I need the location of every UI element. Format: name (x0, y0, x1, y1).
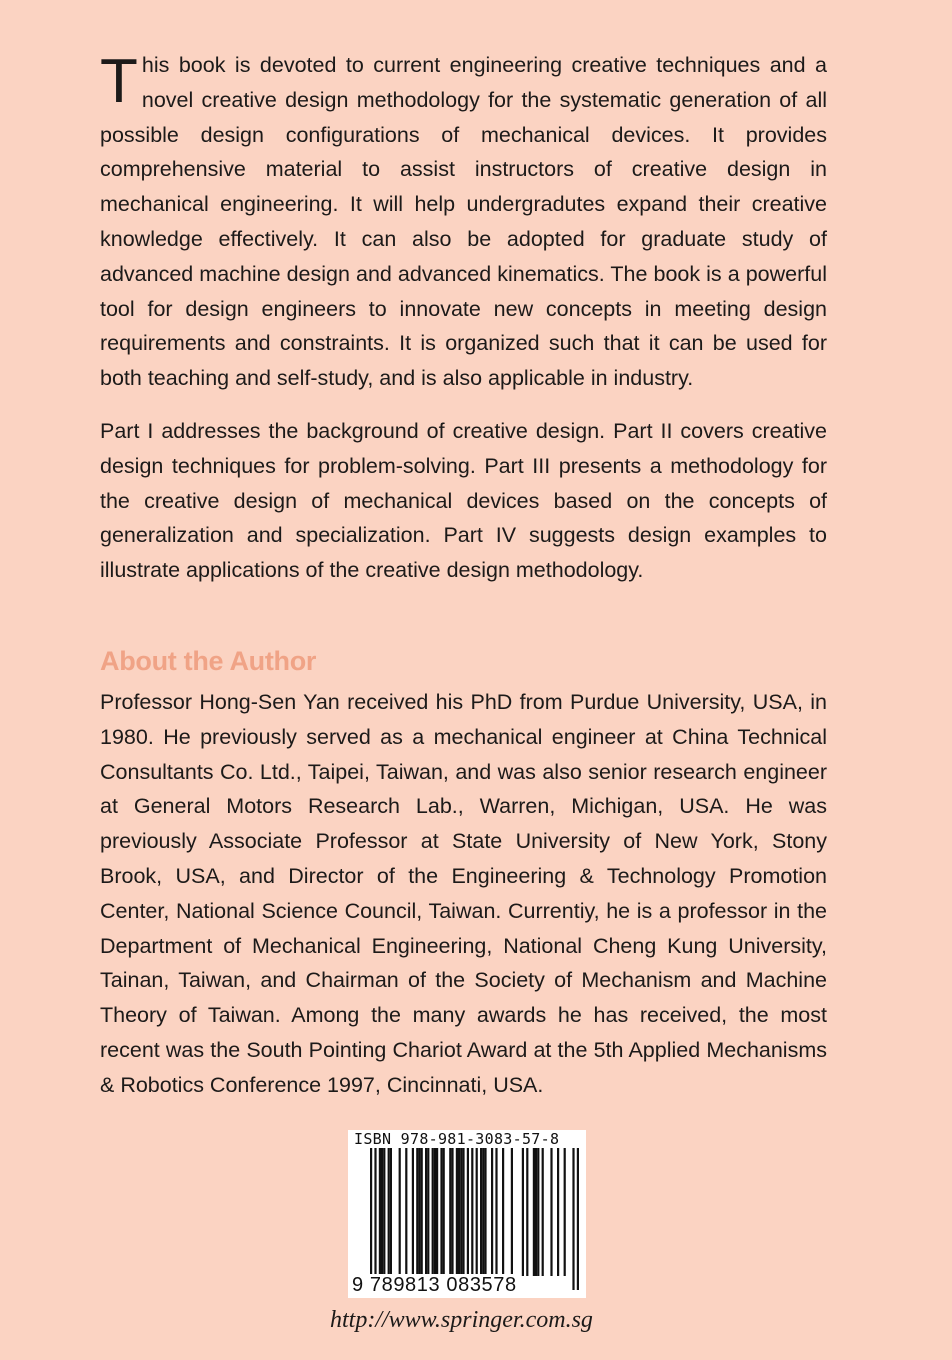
barcode-bar (537, 1148, 539, 1276)
barcode-bar (491, 1148, 493, 1276)
barcode-bar (381, 1148, 383, 1276)
intro-text: his book is devoted to current engineering creative techniques and a novel creative design methodology for the systematic generation of all possible design configurations of mechanical devices. It provides comprehensive material to assist instructors of creative design in mechanical engineering. It will help undergradutes expand their creative knowledge effectively. It can also be adopted for graduate study of advanced machine design and advanced kinematics. The book is a powerful tool for design engineers to innovate new concepts in meeting design requirements and constraints. It is organized such that it can be used for both teaching and self-study, and is also applicable in industry. (100, 53, 827, 391)
barcode-bar (418, 1148, 420, 1276)
barcode-bar (449, 1148, 451, 1276)
barcode-bar (484, 1148, 486, 1276)
barcode-bar (577, 1148, 579, 1290)
barcode-bar (482, 1148, 484, 1276)
barcode-bar (460, 1148, 462, 1276)
barcode-bar (533, 1148, 535, 1276)
barcode-number: 9 789813 083578 (352, 1274, 517, 1296)
barcode-bar (511, 1148, 513, 1276)
barcode-bar (564, 1148, 566, 1276)
isbn-barcode (348, 1130, 586, 1298)
barcode-bar (421, 1148, 423, 1276)
barcode-bar (522, 1148, 524, 1276)
barcode-bar (542, 1148, 544, 1276)
barcode-bar (425, 1148, 427, 1276)
barcode-bar (370, 1148, 372, 1290)
barcode-bar (502, 1148, 504, 1276)
barcode-bar (458, 1148, 460, 1276)
intro-paragraph (100, 48, 827, 396)
author-bio: Professor Hong-Sen Yan received his PhD from Purdue University, USA, in 1980. He previously served as a mechanical engineer at China Technical Consultants Co. Ltd., Taipei, Taiwan, and was also senior research engineer at General Motors Research Lab., Warren, Michigan, USA. He was previously Associate Professor at State University of New York, Stony Brook, USA, and Director of the Engineering & Technology Promotion Center, National Science Council, Taiwan. Currentiy, he is a professor in the Department of Mechanical Engineering, National Cheng Kung University, Tainan, Taiwan, and Chairman of the Society of Mechanism and Machine Theory of Taiwan. Among the many awards he has received, the most recent was the South Pointing Chariot Award at the 5th Applied Mechanisms & Robotics Conference 1997, Cincinnati, USA. (100, 689, 827, 1097)
barcode-bar (451, 1148, 453, 1276)
barcode-bar (416, 1148, 418, 1276)
barcode-bar (399, 1148, 401, 1276)
barcode-bar (405, 1148, 407, 1276)
barcode-bar (476, 1148, 478, 1290)
isbn-label: ISBN 978-981-3083-57-8 (354, 1130, 560, 1148)
barcode-bar (390, 1148, 392, 1276)
about-author-heading: About the Author (100, 645, 317, 676)
barcode-bar (379, 1148, 381, 1276)
barcode-bar (388, 1148, 390, 1276)
barcode-bar (383, 1148, 385, 1276)
barcode-bar (550, 1148, 552, 1276)
barcode-bar (427, 1148, 429, 1276)
barcode-bar (480, 1148, 482, 1276)
barcode-bar (471, 1148, 473, 1290)
barcode-bar (467, 1148, 469, 1276)
barcode-bars (350, 1148, 584, 1294)
barcode-bar (374, 1148, 376, 1290)
barcode-bar (535, 1148, 537, 1276)
barcode-bar (443, 1148, 445, 1276)
publisher-url[interactable]: http://www.springer.com.sg (330, 1307, 593, 1333)
barcode-bar (440, 1148, 442, 1276)
barcode-bar (495, 1148, 497, 1276)
barcode-bar (557, 1148, 559, 1276)
barcode-bar (436, 1148, 438, 1276)
barcode-bar (412, 1148, 414, 1276)
drop-cap: T (100, 47, 138, 116)
barcode-bar (462, 1148, 464, 1276)
barcode-bar (434, 1148, 436, 1276)
barcode-bar (432, 1148, 434, 1276)
parts-paragraph: Part I addresses the background of creative design. Part II covers creative design techniques for problem-solving. Part III presents a methodology for the creative design of mechanical devices based on the concepts of generalization and specialization. Part IV suggests design examples to illustrate applications of the creative design methodology. (100, 418, 827, 583)
barcode-bar (526, 1148, 528, 1276)
barcode-bar (572, 1148, 574, 1290)
back-cover-text (100, 48, 827, 1103)
barcode-bar (456, 1148, 458, 1276)
